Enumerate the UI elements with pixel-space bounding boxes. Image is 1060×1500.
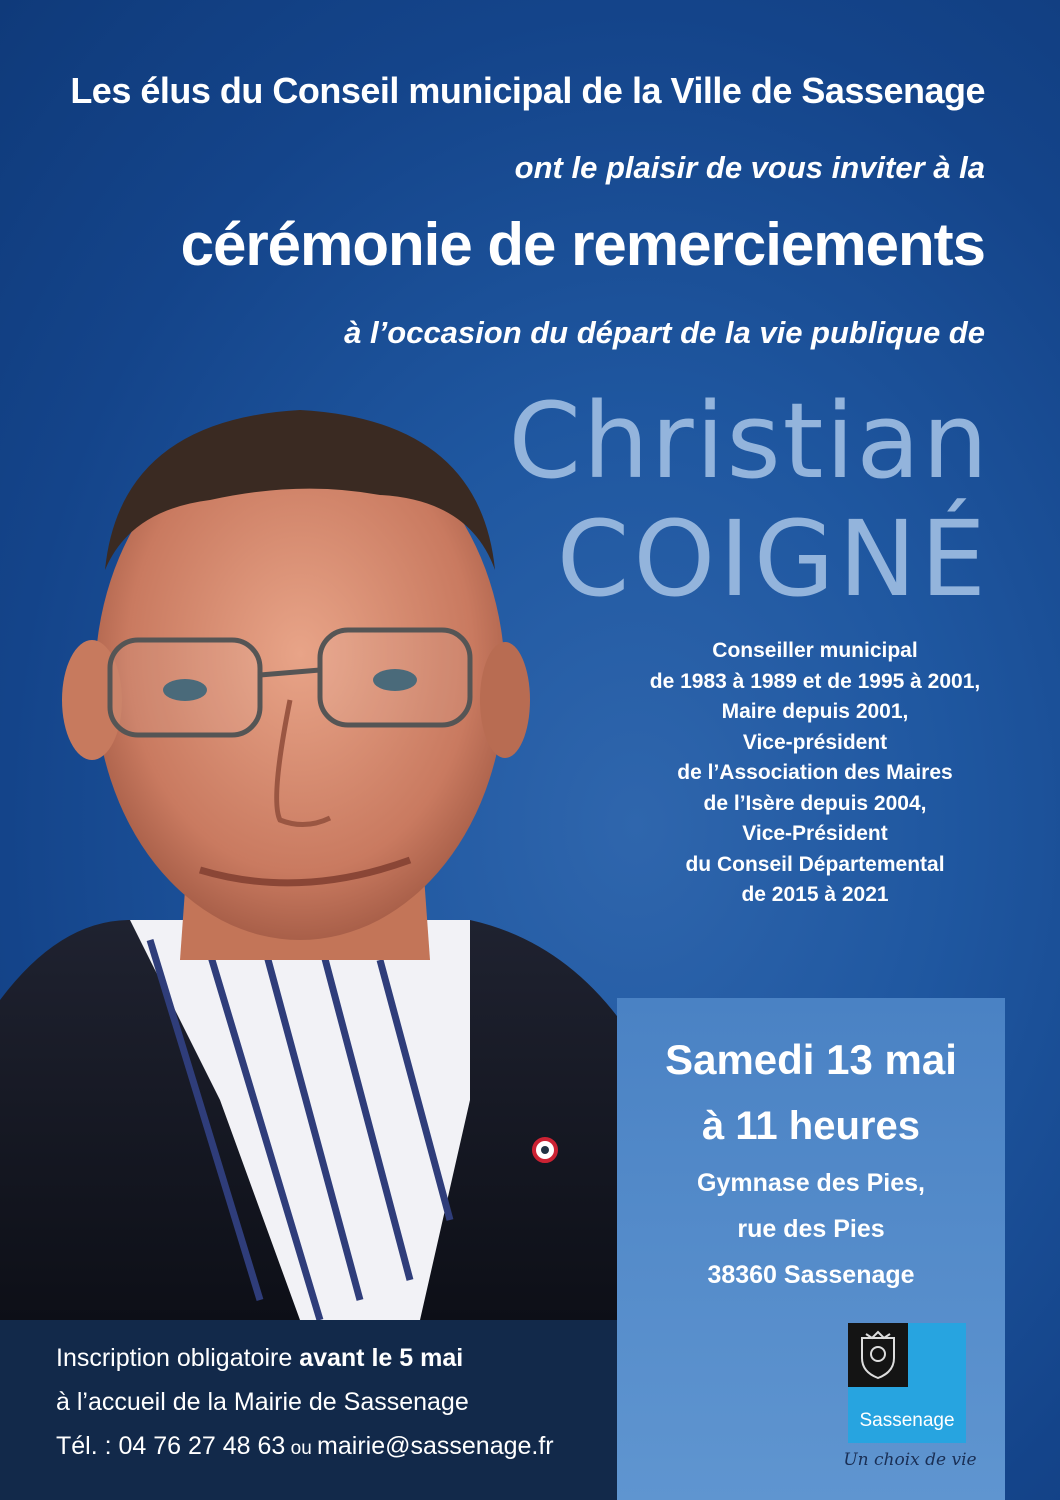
bio-line: de l’Association des Maires xyxy=(677,761,953,784)
bio-line: Vice-président xyxy=(742,730,888,754)
event-place xyxy=(617,1160,1005,1298)
crest-icon xyxy=(856,1330,900,1380)
place-line: rue des Pies xyxy=(737,1215,885,1243)
first-name: Christian xyxy=(508,380,990,502)
registration-location: à l’accueil de la Mairie de Sassenage xyxy=(56,1388,469,1416)
occasion-line: à l’occasion du départ de la vie publique de xyxy=(344,315,985,350)
ceremony-title: cérémonie de remerciements xyxy=(180,211,985,278)
bio-line: Vice-Président xyxy=(742,822,888,845)
invitation-line: ont le plaisir de vous inviter à la xyxy=(514,150,985,185)
registration-label: Inscription obligatoire xyxy=(56,1344,300,1372)
bio-line: de 1983 à 1989 et de 1995 à 2001, xyxy=(649,669,981,693)
phone-number: Tél. : 04 76 27 48 63 xyxy=(56,1432,286,1460)
bio-line: de 2015 à 2021 xyxy=(741,883,889,906)
event-day: Samedi 13 mai xyxy=(665,1036,957,1083)
bio-line: de l’Isère depuis 2004, xyxy=(703,791,927,815)
place-line: 38360 Sassenage xyxy=(707,1261,915,1289)
portrait-photo xyxy=(0,400,620,1320)
registration-deadline xyxy=(56,1344,463,1373)
logo-name: Sassenage xyxy=(859,1410,955,1431)
deadline-date: avant le 5 mai xyxy=(299,1344,464,1372)
bio-block xyxy=(640,636,990,911)
bio-line: Maire depuis 2001, xyxy=(721,700,909,723)
registration-contact xyxy=(56,1432,554,1461)
bio-line: du Conseil Départemental xyxy=(685,852,945,876)
email-link[interactable]: mairie@sassenage.fr xyxy=(317,1432,554,1460)
or-text: ou xyxy=(285,1438,318,1459)
last-name: COIGNÉ xyxy=(556,498,990,620)
event-time: à 11 heures xyxy=(702,1104,920,1148)
organizer-line: Les élus du Conseil municipal de la Ville de Sassenage xyxy=(70,70,985,111)
logo-tagline: Un choix de vie xyxy=(843,1450,977,1470)
place-line: Gymnase des Pies, xyxy=(697,1169,925,1197)
bio-line: Conseiller municipal xyxy=(712,639,918,662)
